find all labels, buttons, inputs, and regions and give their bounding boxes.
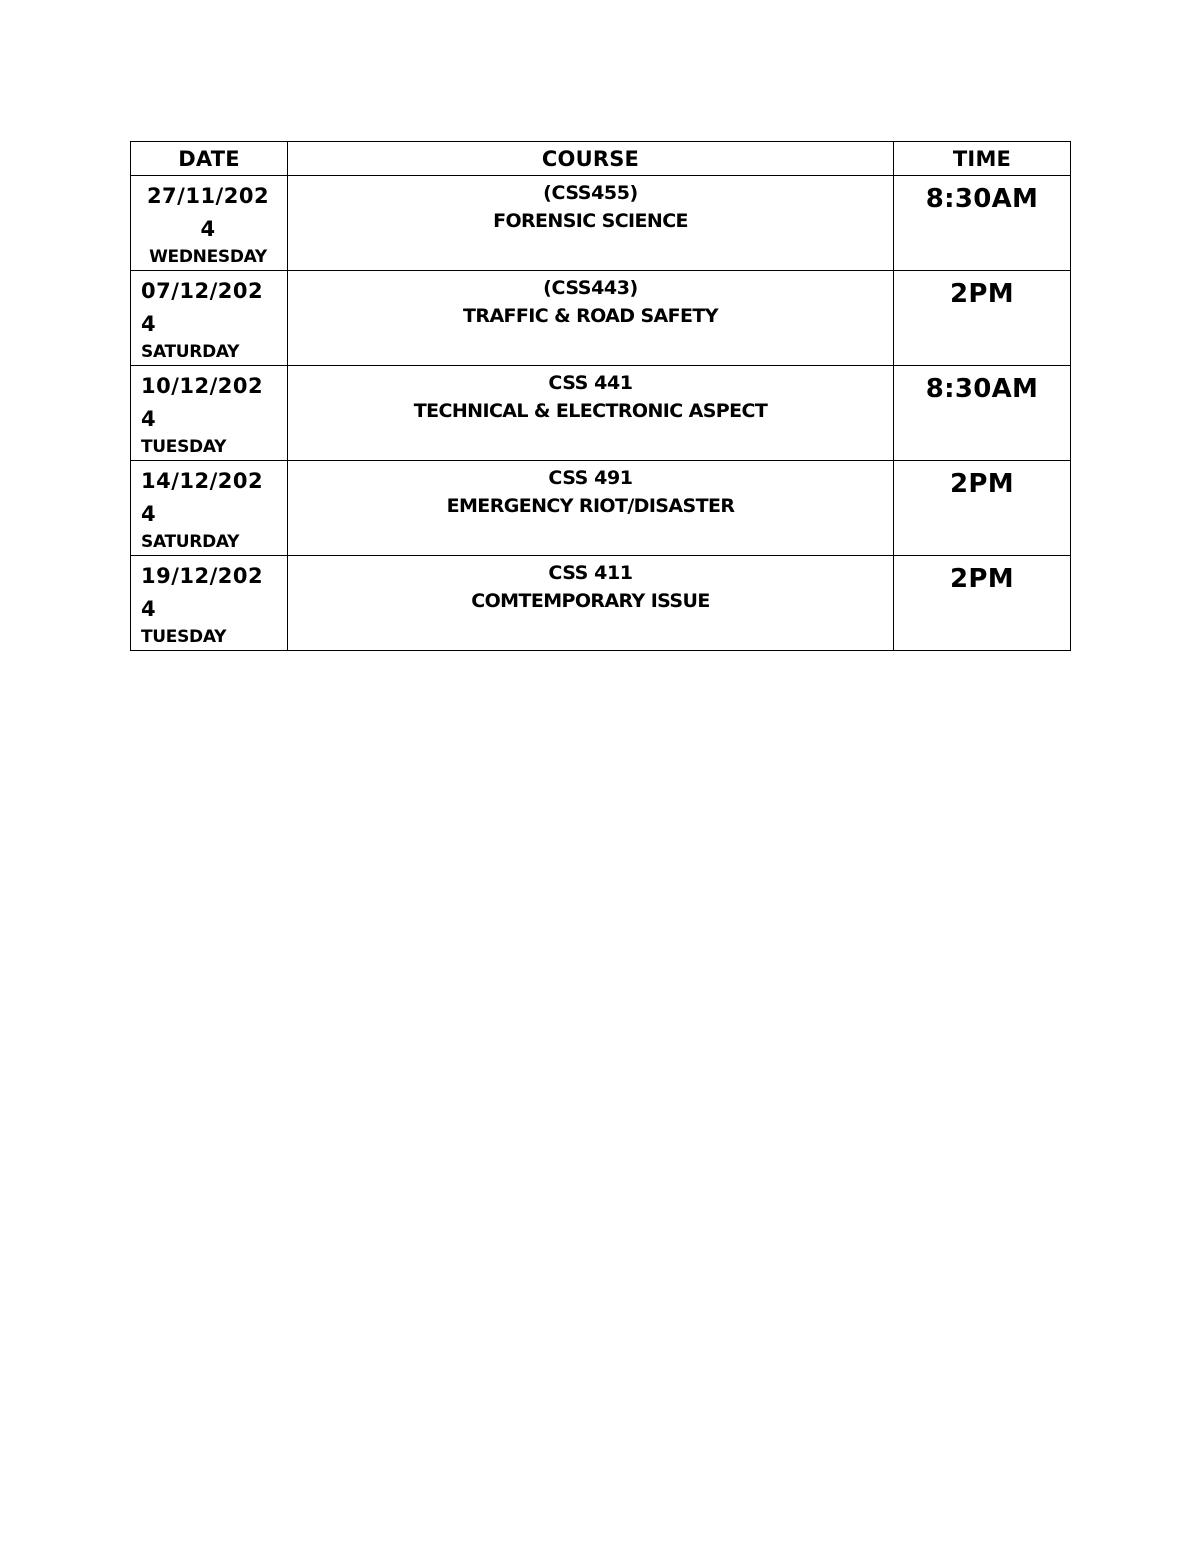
exam-schedule-table — [130, 141, 1071, 651]
exam-time: 8:30AM — [894, 176, 1071, 271]
exam-date: 19/12/2024 — [141, 564, 264, 621]
table-row — [131, 461, 1071, 556]
exam-time: 2PM — [894, 271, 1071, 366]
date-cell — [131, 176, 288, 271]
course-name: EMERGENCY RIOT/DISASTER — [446, 495, 735, 517]
exam-date: 27/11/2024 — [146, 184, 270, 241]
exam-day: SATURDAY — [141, 532, 240, 552]
course-cell — [288, 556, 894, 651]
header-time: TIME — [894, 142, 1071, 176]
header-course: COURSE — [288, 142, 894, 176]
course-code: (CSS455) — [543, 182, 638, 204]
table-header-row — [131, 142, 1071, 176]
exam-day: WEDNESDAY — [149, 247, 267, 267]
course-code: (CSS443) — [543, 277, 638, 299]
course-name: COMTEMPORARY ISSUE — [471, 590, 710, 612]
exam-day: TUESDAY — [141, 627, 227, 647]
date-cell — [131, 556, 288, 651]
exam-day: SATURDAY — [141, 342, 240, 362]
course-name: TRAFFIC & ROAD SAFETY — [463, 305, 718, 327]
course-code: CSS 491 — [548, 467, 633, 489]
table-row — [131, 271, 1071, 366]
header-date: DATE — [131, 142, 288, 176]
course-code: CSS 441 — [548, 372, 633, 394]
course-cell — [288, 271, 894, 366]
date-cell — [131, 366, 288, 461]
table-row — [131, 556, 1071, 651]
course-cell — [288, 176, 894, 271]
exam-time: 2PM — [894, 461, 1071, 556]
course-name: FORENSIC SCIENCE — [493, 210, 688, 232]
course-code: CSS 411 — [548, 562, 633, 584]
exam-date: 14/12/2024 — [141, 469, 264, 526]
table-row — [131, 366, 1071, 461]
date-cell — [131, 461, 288, 556]
course-cell — [288, 461, 894, 556]
exam-time: 8:30AM — [894, 366, 1071, 461]
exam-date: 10/12/2024 — [141, 374, 264, 431]
course-name: TECHNICAL & ELECTRONIC ASPECT — [413, 400, 768, 422]
exam-time: 2PM — [894, 556, 1071, 651]
course-cell — [288, 366, 894, 461]
exam-day: TUESDAY — [141, 437, 227, 457]
table-row — [131, 176, 1071, 271]
date-cell — [131, 271, 288, 366]
exam-date: 07/12/2024 — [141, 279, 264, 336]
